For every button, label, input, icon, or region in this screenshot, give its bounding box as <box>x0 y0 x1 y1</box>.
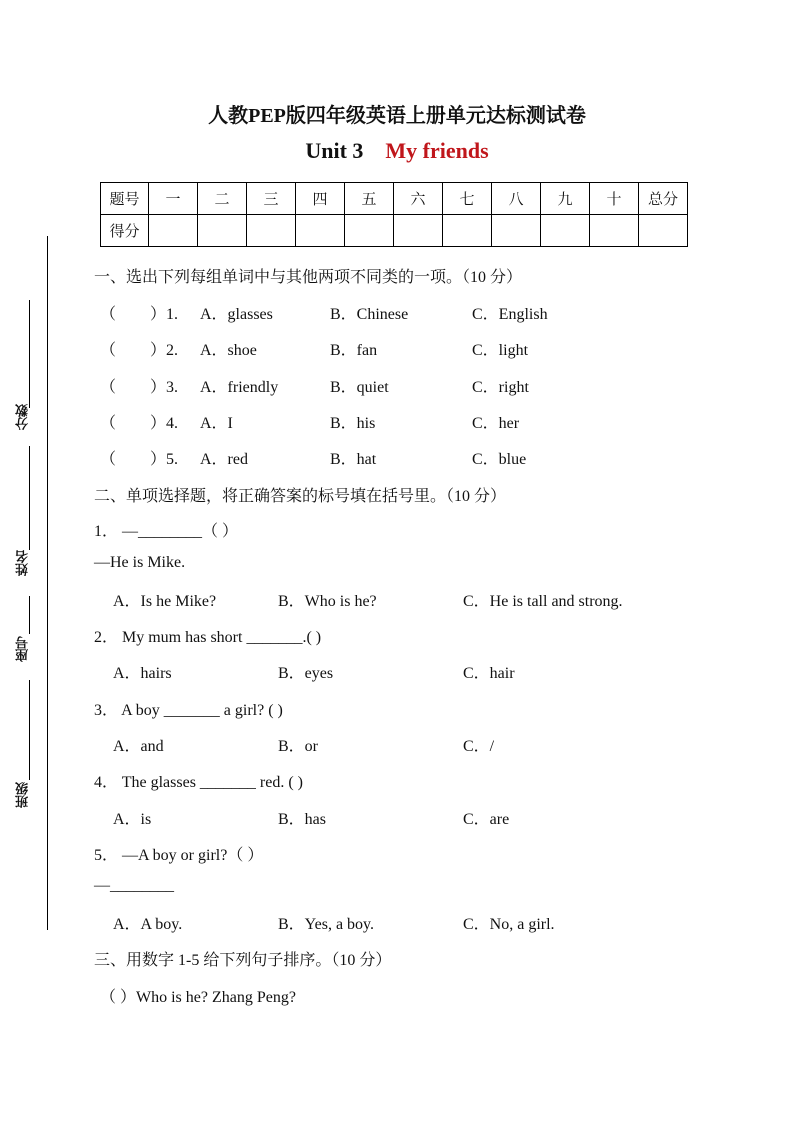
score-cell: 总分 <box>639 183 688 215</box>
score-input-cell[interactable] <box>296 215 345 247</box>
ordering-line[interactable]: （ ）Who is he? Zhang Peng? <box>100 989 296 1006</box>
option-b: B．eyes <box>278 665 334 682</box>
answer-paren[interactable]: （ <box>100 306 117 323</box>
unit-topic: My friends <box>385 138 489 163</box>
answer-paren[interactable]: （ <box>100 379 117 396</box>
option-c: C．/ <box>463 738 495 755</box>
option-c: C．her <box>472 415 520 432</box>
question-4-stem[interactable]: 4． The glasses _______ red. ( ) <box>94 774 304 791</box>
option-b: B．hat <box>330 451 377 468</box>
option-b: B．Chinese <box>330 306 409 323</box>
score-cell: 七 <box>443 183 492 215</box>
option-b: B．Who is he? <box>278 593 377 610</box>
option-c: C．English <box>472 306 548 323</box>
score-input-cell[interactable] <box>492 215 541 247</box>
option-b: B．quiet <box>330 379 389 396</box>
score-input-cell[interactable] <box>345 215 394 247</box>
question-1-reply: —He is Mike. <box>94 554 186 571</box>
option-b: B．or <box>278 738 319 755</box>
answer-paren[interactable]: （ <box>100 451 117 468</box>
option-c: C．right <box>472 379 529 396</box>
score-input-cell[interactable] <box>639 215 688 247</box>
question-2-stem[interactable]: 2． My mum has short _______.( ) <box>94 629 322 646</box>
option-b: B．fan <box>330 342 378 359</box>
option-a: A．I <box>200 415 233 432</box>
item-number: ）1. <box>150 306 179 323</box>
score-input-cell[interactable] <box>198 215 247 247</box>
option-a: A．is <box>113 811 152 828</box>
class-label: 班级 <box>16 782 31 808</box>
score-input-cell[interactable] <box>247 215 296 247</box>
score-input-cell[interactable] <box>443 215 492 247</box>
section3-heading: 三、用数字 1-5 给下列句子排序。（10 分） <box>94 952 392 969</box>
score-row-label: 得分 <box>101 215 149 247</box>
item-number: ）2. <box>150 342 179 359</box>
score-cell: 四 <box>296 183 345 215</box>
item-number: ）4. <box>150 415 179 432</box>
option-c: C．hair <box>463 665 515 682</box>
option-b: B．Yes, a boy. <box>278 916 375 933</box>
option-a: A．A boy. <box>113 916 183 933</box>
answer-paren[interactable]: （ <box>100 415 117 432</box>
class-fill-line[interactable] <box>29 680 30 780</box>
name-fill-line[interactable] <box>29 446 30 550</box>
section2-heading: 二、单项选择题，将正确答案的标号填在括号里。（10 分） <box>94 488 507 505</box>
score-table <box>100 182 688 247</box>
score-fill-line[interactable] <box>29 300 30 408</box>
seat-fill-line[interactable] <box>29 596 30 634</box>
page-title: 人教PEP版四年级英语上册单元达标测试卷 <box>208 105 586 127</box>
answer-paren[interactable]: （ <box>100 342 117 359</box>
option-a: A．Is he Mike? <box>113 593 217 610</box>
option-b: B．his <box>330 415 376 432</box>
score-label: 分数 <box>16 404 31 430</box>
question-5-stem[interactable]: 5． —A boy or girl?（ ） <box>94 847 264 864</box>
score-cell: 八 <box>492 183 541 215</box>
option-a: A．friendly <box>200 379 279 396</box>
score-cell: 五 <box>345 183 394 215</box>
score-cell: 题号 <box>101 183 149 215</box>
score-cell: 三 <box>247 183 296 215</box>
score-input-cell[interactable] <box>590 215 639 247</box>
binding-line <box>47 236 48 930</box>
option-c: C．He is tall and strong. <box>463 593 623 610</box>
score-input-cell[interactable] <box>149 215 198 247</box>
question-5-reply[interactable]: —________ <box>94 877 174 894</box>
item-number: ）5. <box>150 451 179 468</box>
option-c: C．No, a girl. <box>463 916 555 933</box>
option-c: C．light <box>472 342 529 359</box>
score-cell: 十 <box>590 183 639 215</box>
score-cell: 六 <box>394 183 443 215</box>
unit-heading <box>0 138 794 164</box>
option-a: A．hairs <box>113 665 172 682</box>
option-a: A．red <box>200 451 248 468</box>
item-number: ）3. <box>150 379 179 396</box>
score-table-score-row <box>101 215 688 247</box>
option-a: A．glasses <box>200 306 273 323</box>
name-label: 姓名 <box>16 550 31 576</box>
score-cell: 九 <box>541 183 590 215</box>
option-c: C．are <box>463 811 510 828</box>
score-cell: 二 <box>198 183 247 215</box>
option-b: B．has <box>278 811 327 828</box>
question-3-stem[interactable]: 3． A boy _______ a girl? ( ) <box>94 702 283 719</box>
question-1-stem[interactable]: 1． —________（ ） <box>94 523 239 540</box>
option-a: A．shoe <box>200 342 257 359</box>
score-input-cell[interactable] <box>541 215 590 247</box>
section1-heading: 一、选出下列每组单词中与其他两项不同类的一项。（10 分） <box>94 269 523 286</box>
score-input-cell[interactable] <box>394 215 443 247</box>
score-cell: 一 <box>149 183 198 215</box>
option-c: C．blue <box>472 451 527 468</box>
unit-label: Unit 3 <box>305 138 364 163</box>
option-a: A．and <box>113 738 164 755</box>
seat-label: 座号 <box>16 636 31 662</box>
score-table-header-row <box>101 183 688 215</box>
